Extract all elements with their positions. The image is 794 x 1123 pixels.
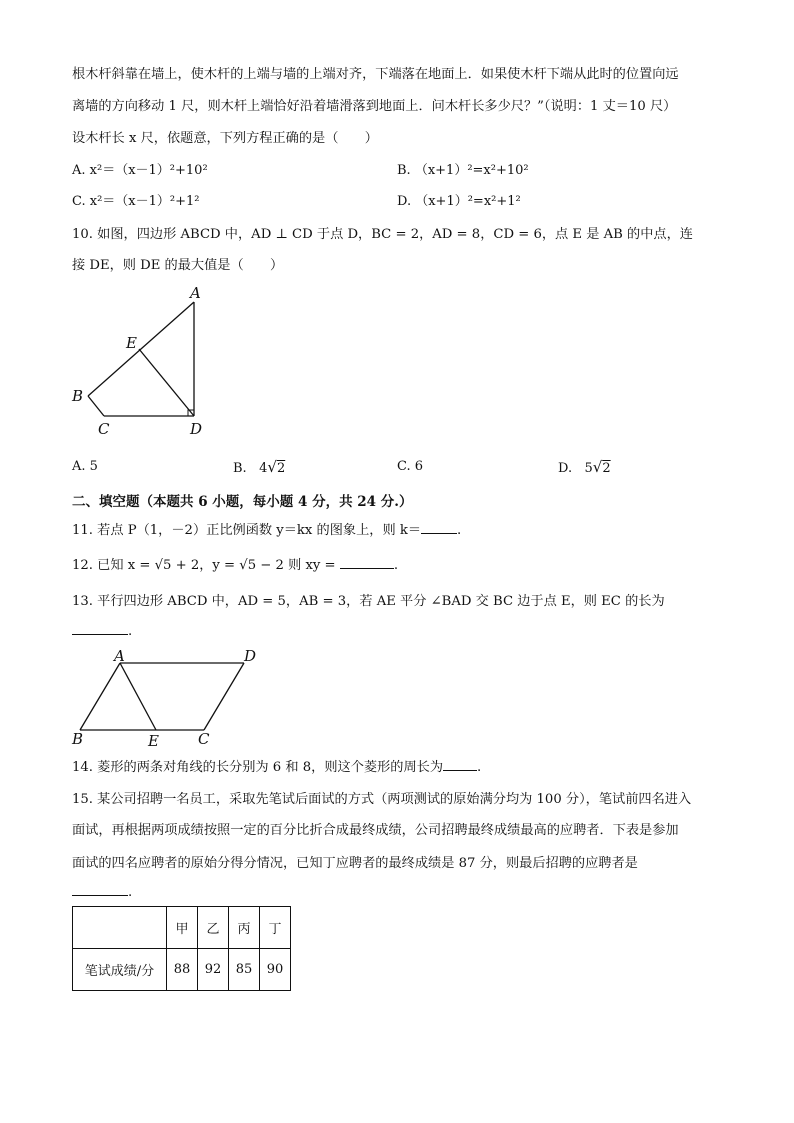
q11	[72, 521, 461, 540]
q14-text: 14. 菱形的两条对角线的长分别为 6 和 8，则这个菱形的周长为	[72, 760, 444, 775]
row-label: 笔试成绩/分	[73, 949, 167, 991]
q10-option-b: B. 4√2	[233, 458, 286, 476]
q13-parallelogram-figure	[64, 644, 274, 750]
score-jia: 88	[167, 949, 198, 991]
q10-option-b-radicand: 2	[276, 461, 286, 476]
q10-quadrilateral-figure	[64, 282, 224, 442]
label-a: A	[190, 284, 201, 302]
label-d: D	[244, 647, 257, 665]
score-bing: 85	[229, 949, 260, 991]
q10-option-d: D. 5√2	[558, 458, 611, 476]
q11-answer-blank[interactable]	[421, 521, 457, 534]
table-row	[73, 949, 291, 991]
q9-line1: 根木杆斜靠在墙上，使木杆的上端与墙的上端对齐，下端落在地面上．如果使木杆下端从此时的位置向远	[72, 67, 679, 82]
q9-option-c: C. x²＝（x－1）²+1²	[72, 194, 200, 209]
q14-end: .	[477, 760, 482, 775]
header-ding: 丁	[260, 907, 291, 949]
q15-line3: 面试的四名应聘者的原始分得分情况，已知丁应聘者的最终成绩是 87 分，则最后招聘的应聘者是	[72, 856, 638, 871]
q13-line2	[72, 622, 132, 641]
q9-option-a: A. x²＝（x－1）²+10²	[72, 163, 208, 178]
label-e: E	[126, 334, 137, 352]
q15-line1: 15. 某公司招聘一名员工，采取先笔试后面试的方式（两项测试的原始满分均为 100 分），笔试前四名进入	[72, 792, 692, 807]
q10-line1: 10. 如图，四边形 ABCD 中，AD ⊥ CD 于点 D，BC = 2，AD = 8，CD = 6，点 E 是 AB 的中点，连	[72, 227, 693, 242]
segment-ba	[80, 663, 120, 730]
q10-option-b-coef: 4	[259, 461, 268, 476]
q9-option-d: D. （x+1）²=x²+1²	[397, 194, 521, 209]
q14	[72, 758, 481, 777]
section-title: 二、填空题（本题共 6 小题，每小题 4 分，共 24 分.）	[72, 494, 413, 510]
header-yi: 乙	[198, 907, 229, 949]
segment-ba	[88, 302, 194, 396]
label-c: C	[198, 730, 210, 748]
q13-answer-blank[interactable]	[72, 622, 128, 635]
q10-option-c: C. 6	[397, 459, 424, 474]
q10-line2: 接 DE，则 DE 的最大值是（ ）	[72, 258, 284, 273]
q13-line1: 13. 平行四边形 ABCD 中，AD = 5，AB = 3，若 AE 平分 ∠BAD 交 BC 边于点 E，则 EC 的长为	[72, 594, 665, 609]
q15-end: .	[128, 885, 133, 900]
score-yi: 92	[198, 949, 229, 991]
q10-option-d-radicand: 2	[602, 461, 611, 476]
q10-option-b-letter: B.	[233, 461, 247, 476]
label-a: A	[114, 647, 125, 665]
label-d: D	[190, 420, 203, 438]
q11-end: .	[457, 523, 462, 538]
q11-text: 11. 若点 P（1，－2）正比例函数 y＝kx 的图象上，则 k＝	[72, 523, 422, 538]
q15-line2: 面试，再根据两项成绩按照一定的百分比折合成最终成绩，公司招聘最终成绩最高的应聘者．下表是参加	[72, 823, 679, 838]
q12-text: 12. 已知 x = √5 + 2，y = √5 − 2 则 xy =	[72, 558, 340, 573]
q9-option-b: B. （x+1）²=x²+10²	[397, 163, 529, 178]
score-table	[72, 906, 291, 991]
segment-dc	[204, 663, 244, 730]
label-b: B	[72, 387, 84, 405]
table-header-row	[73, 907, 291, 949]
q10-option-d-coef: 5	[584, 461, 593, 476]
q10-option-d-letter: D.	[558, 461, 573, 476]
q10-option-a: A. 5	[72, 459, 98, 474]
table-corner-cell	[73, 907, 167, 949]
score-ding: 90	[260, 949, 291, 991]
segment-cb	[88, 396, 104, 416]
q15-answer-blank[interactable]	[72, 883, 128, 896]
q12-answer-blank[interactable]	[340, 556, 394, 569]
segment-ed	[139, 349, 194, 416]
label-b: B	[72, 730, 84, 748]
header-bing: 丙	[229, 907, 260, 949]
q12-end: .	[393, 558, 399, 573]
q14-answer-blank[interactable]	[443, 758, 477, 771]
q9-line2: 离墙的方向移动 1 尺，则木杆上端恰好沿着墙滑落到地面上．问木杆长多少尺？”（说明：1 丈＝10 尺）	[72, 99, 677, 114]
q9-line3: 设木杆长 x 尺，依题意，下列方程正确的是（ ）	[72, 131, 378, 146]
q13-end: .	[128, 624, 133, 639]
label-c: C	[98, 420, 110, 438]
header-jia: 甲	[167, 907, 198, 949]
q12	[72, 556, 398, 575]
segment-ae	[120, 663, 156, 730]
q15-line4	[72, 883, 132, 902]
label-e: E	[148, 732, 159, 750]
